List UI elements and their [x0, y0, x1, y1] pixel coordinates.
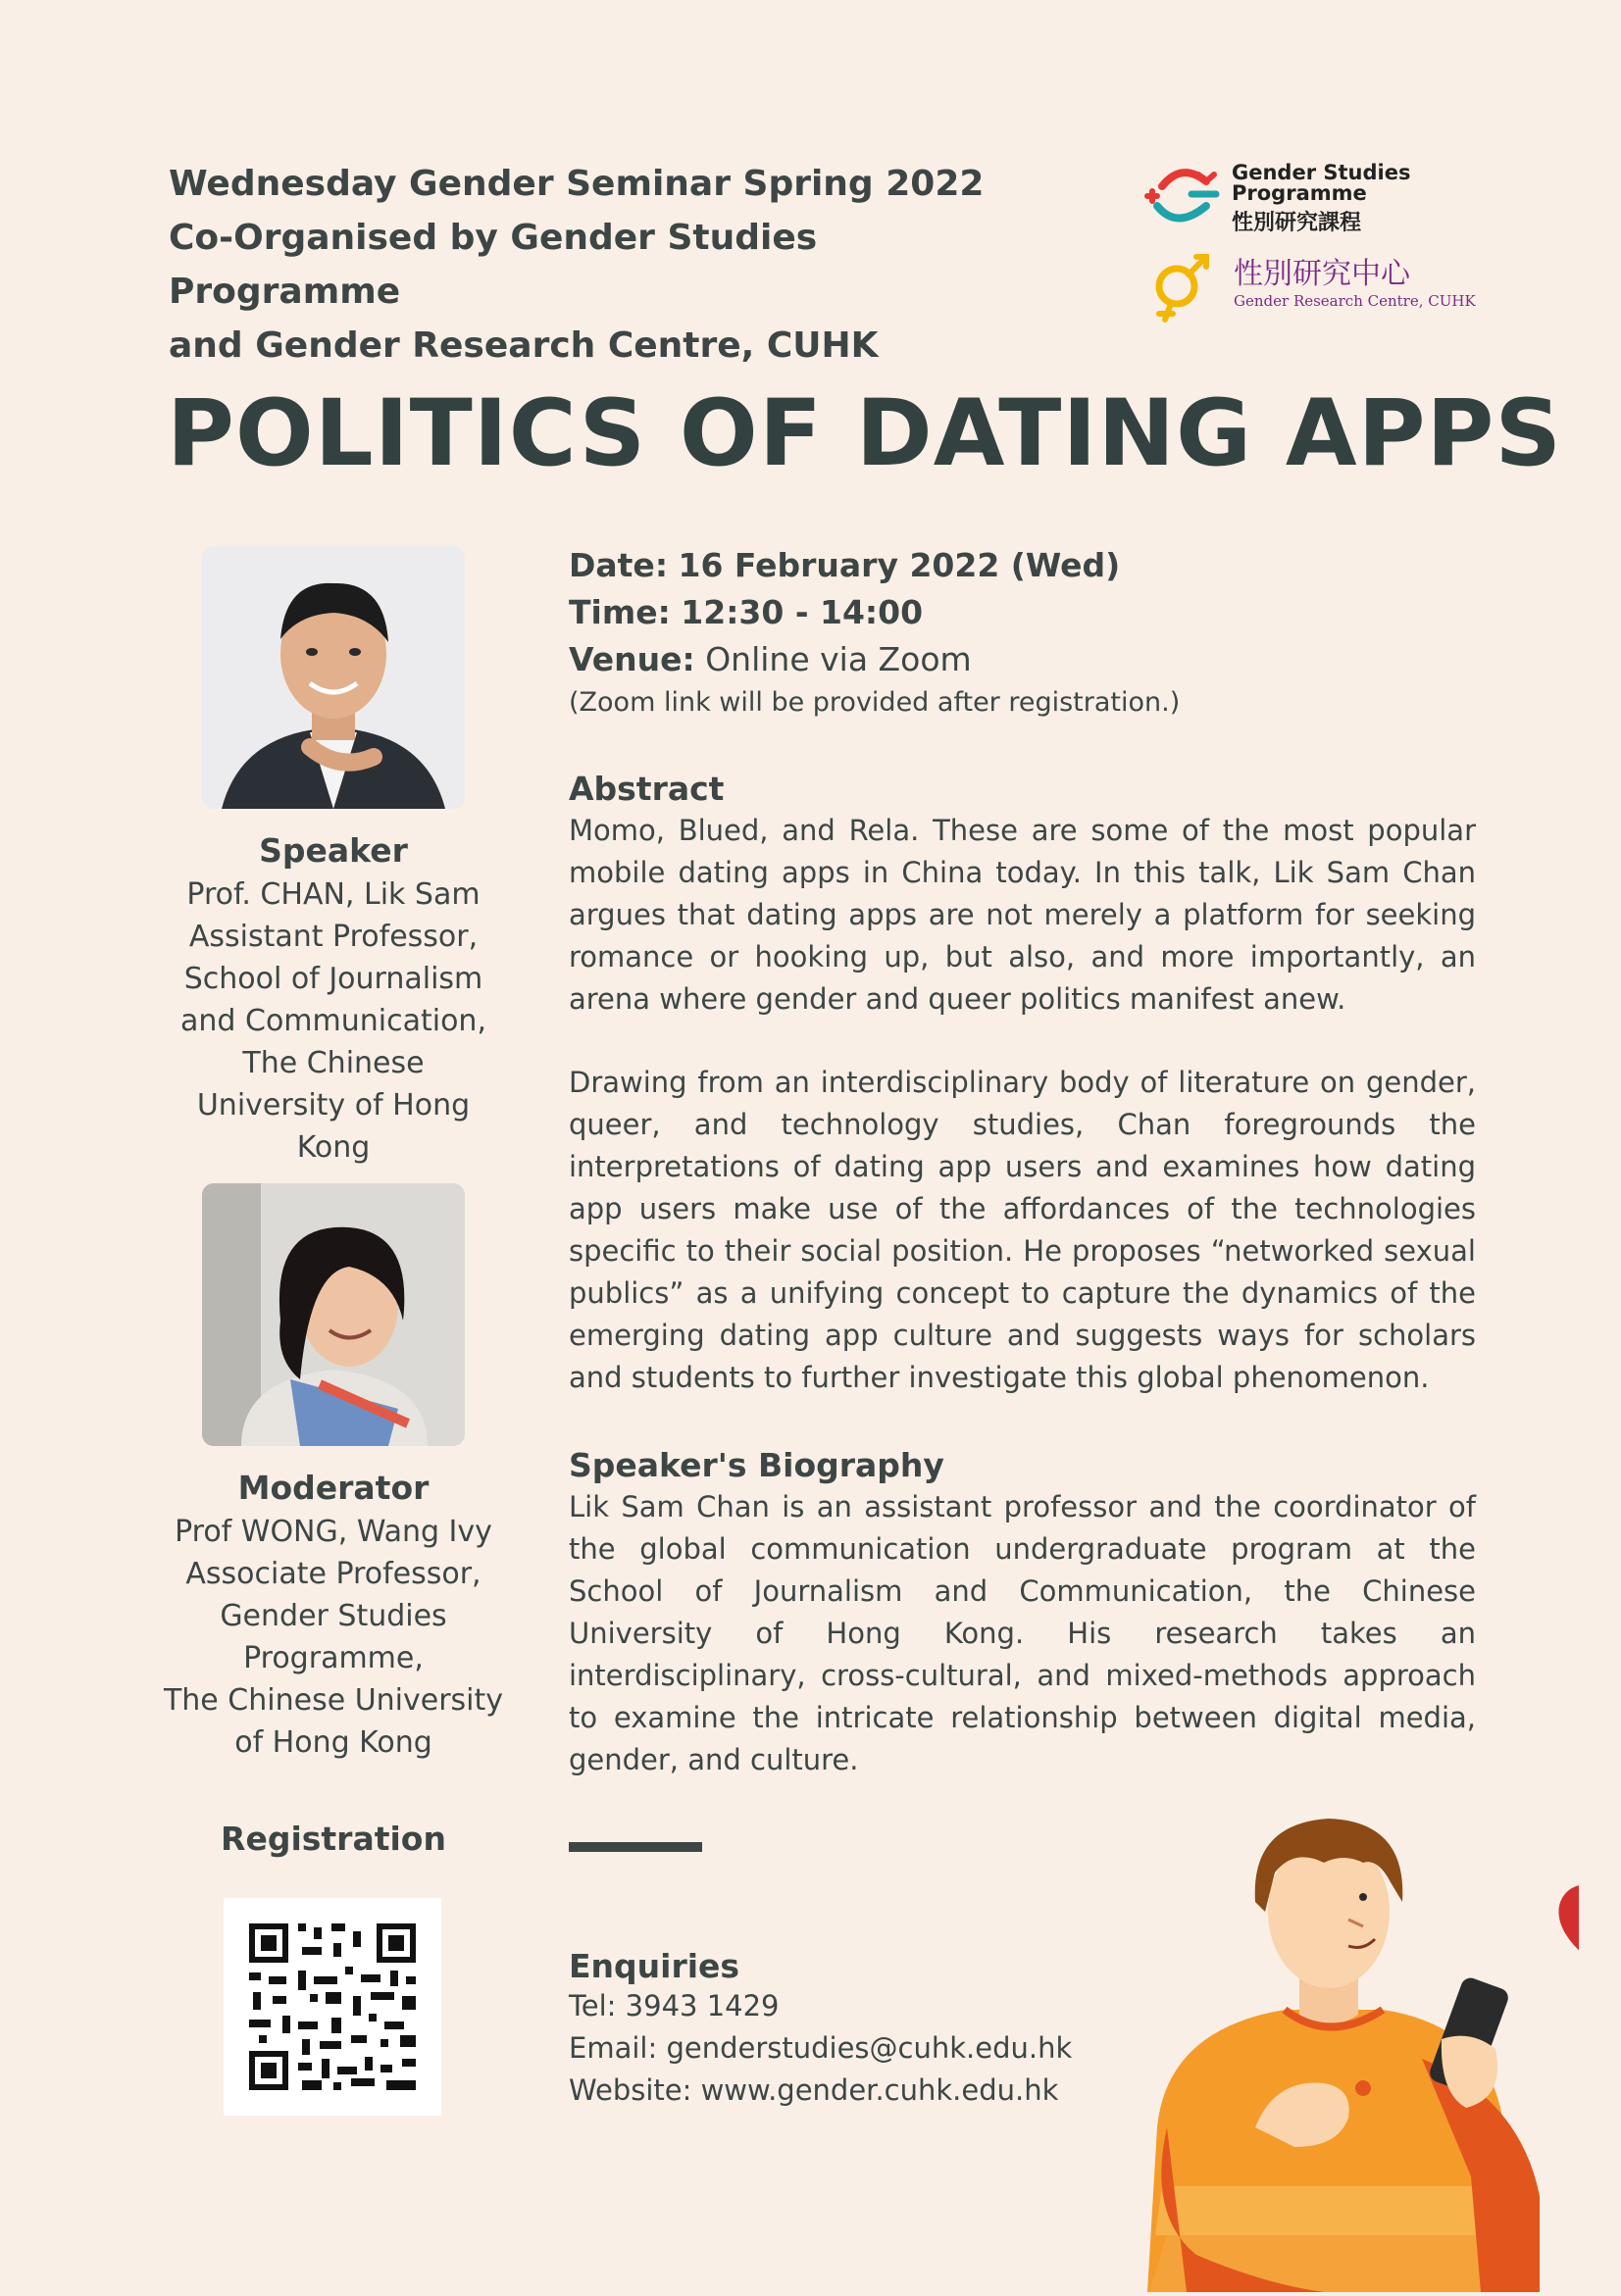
header-line-2: Co-Organised by Gender Studies Programme — [169, 218, 818, 312]
gsp-english-name: Gender Studies Programme — [1232, 161, 1411, 205]
registration-heading: Registration — [221, 1820, 446, 1858]
grc-english-name: Gender Research Centre, CUHK — [1234, 292, 1476, 310]
gender-studies-programme-logo — [1138, 157, 1491, 235]
event-details — [569, 542, 1476, 723]
moderator-photo — [202, 1183, 465, 1446]
speaker-photo — [202, 546, 465, 809]
logos — [1138, 157, 1491, 324]
enquiries-email[interactable]: Email: genderstudies@cuhk.edu.hk — [569, 2031, 1073, 2065]
enquiries-tel: Tel: 3943 1429 — [569, 1989, 780, 2022]
man-with-phone-illustration — [1128, 1804, 1579, 2292]
abstract-section — [569, 770, 1476, 1399]
speaker-heading: Speaker — [259, 831, 408, 870]
abstract-paragraph-1: Momo, Blued, and Rela. These are some of the most popular mobile dating apps in China today. In this talk, Lik Sam Chan argues that dating apps are not merely a platform for seeking romance or hooking up, but also, and more importantly, an arena where gender and queer politics manifest anew. — [569, 814, 1476, 1016]
moderator-info — [147, 1469, 520, 1764]
gender-research-centre-logo — [1145, 247, 1498, 325]
event-date: Date: 16 February 2022 (Wed) — [569, 546, 1121, 584]
abstract-heading: Abstract — [569, 770, 725, 808]
header-line-3: and Gender Research Centre, CUHK — [169, 325, 879, 366]
moderator-heading: Moderator — [237, 1469, 430, 1507]
moderator-details: Prof WONG, Wang Ivy Associate Professor, Gender Studies Programme, The Chinese University of Hong Kong — [163, 1515, 504, 1760]
grc-chinese-name: 性別研究中心 — [1234, 257, 1410, 291]
biography-heading: Speaker's Biography — [569, 1446, 944, 1484]
seminar-header — [169, 157, 1051, 373]
biography-text: Lik Sam Chan is an assistant professor and the coordinator of the global communication undergraduate program at the School of Journalism and Communication, the Chinese University of Hong Kong. His research takes an interdisciplinary, cross-cultural, and mixed-methods approach to examine the intricate relationship between digital media, gender, and culture. — [569, 1490, 1476, 1776]
abstract-paragraph-2: Drawing from an interdisciplinary body of literature on gender, queer, and technology studies, Chan foregrounds the interpretations of dating app users and examines how dating app users make use of the affordances of the technologies specific to their social position. He proposes “networked sexual publics” as a unifying concept to capture the dynamics of the emerging dating app culture and suggests ways for scholars and students to further investigate this global phenomenon. — [569, 1066, 1476, 1394]
section-divider — [569, 1842, 702, 1852]
gsp-emblem-icon — [1138, 157, 1226, 235]
enquiries-heading: Enquiries — [569, 1947, 740, 1985]
biography-section — [569, 1446, 1476, 1781]
header-line-1: Wednesday Gender Seminar Spring 2022 — [169, 164, 985, 204]
registration-qr-code[interactable] — [224, 1898, 441, 2116]
qr-code-icon — [224, 1898, 441, 2116]
heart-icon — [1559, 1885, 1580, 1970]
grc-emblem-icon — [1145, 247, 1224, 325]
event-time: Time: 12:30 - 14:00 — [569, 593, 924, 631]
page-title: POLITICS OF DATING APPS — [167, 380, 1563, 487]
speaker-details: Prof. CHAN, Lik Sam Assistant Professor, School of Journalism and Communication, The Chinese University of Hong Kong — [180, 877, 486, 1165]
enquiries-website[interactable]: Website: www.gender.cuhk.edu.hk — [569, 2073, 1059, 2107]
zoom-note: (Zoom link will be provided after registration.) — [569, 687, 1181, 718]
gsp-chinese-name: 性別研究課程 — [1232, 211, 1362, 235]
event-venue: Venue: Online via Zoom — [569, 640, 972, 678]
speaker-info — [147, 831, 520, 1169]
